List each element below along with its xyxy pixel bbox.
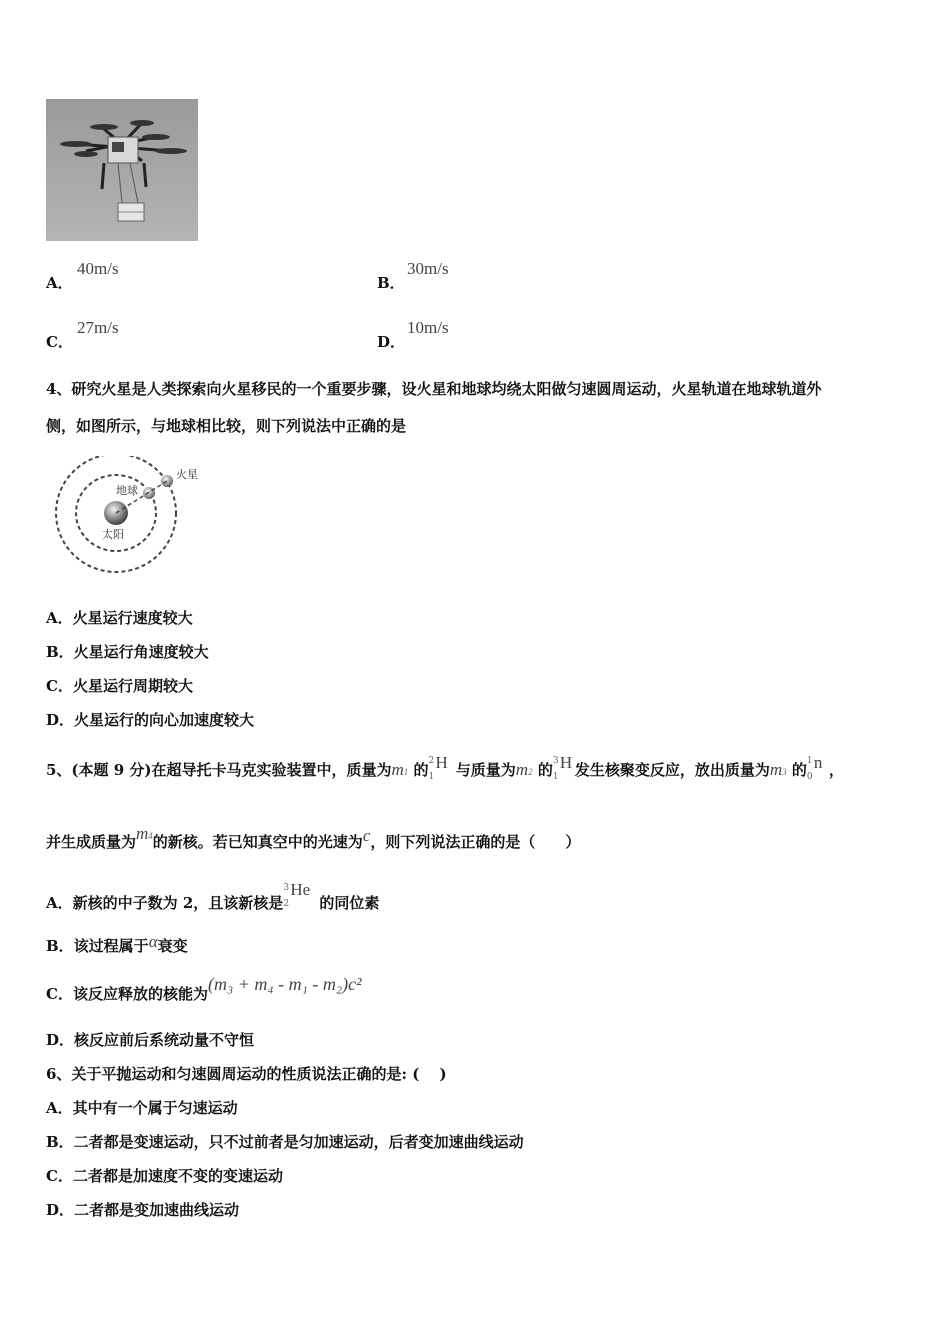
q5-option-b-text-2: 衰变 bbox=[157, 937, 188, 955]
q5-de-3: 的 bbox=[791, 761, 807, 779]
sun-label: 太阳 bbox=[102, 528, 124, 541]
q6-option-b: B．二者都是变速运动，只不过前者是匀加速运动，后者变加速曲线运动 bbox=[46, 1133, 524, 1151]
option-letter: C． bbox=[46, 333, 73, 351]
q5-text-3: 发生核聚变反应，放出质量为 bbox=[574, 761, 770, 779]
q4-option-d: D．火星运行的向心加速度较大 bbox=[46, 711, 255, 729]
q4-option-b: B．火星运行角速度较大 bbox=[46, 643, 209, 661]
q4-option-a: A．火星运行速度较大 bbox=[46, 609, 193, 627]
q3-option-b bbox=[377, 273, 405, 293]
q4-stem-line2: 侧，如图所示，与地球相比较，则下列说法中正确的是 bbox=[46, 417, 407, 435]
option-letter: B． bbox=[377, 274, 405, 292]
q5-text-4: 并生成质量为 bbox=[46, 833, 137, 851]
q5-option-b-text-1: B．该过程属于 bbox=[46, 937, 149, 955]
q3-option-a-value: 40m/s bbox=[77, 259, 119, 278]
q3-option-d-value: 10m/s bbox=[407, 318, 449, 337]
q5-de-1: 的 bbox=[413, 761, 429, 779]
alpha-symbol: α bbox=[148, 932, 158, 951]
q5-option-d: D．核反应前后系统动量不守恒 bbox=[46, 1031, 255, 1049]
q3-option-b-value: 30m/s bbox=[407, 259, 449, 278]
q5-text-5: 的新核。若已知真空中的光速为 bbox=[152, 833, 363, 851]
q3-option-a bbox=[46, 273, 73, 293]
q4-stem-line1: 4、研究火星是人类探索向火星移民的一个重要步骤，设火星和地球均绕太阳做匀速圆周运动，火星轨道在地球轨道外 bbox=[46, 380, 822, 398]
q5-de-2: 的 bbox=[537, 761, 553, 779]
helium-symbol: 3 2 He bbox=[283, 880, 311, 909]
q5-stem-line1 bbox=[46, 753, 844, 782]
q5-option-c-text: C．该反应释放的核能为 bbox=[46, 985, 208, 1003]
light-speed-c: c bbox=[362, 826, 371, 845]
q5-option-c bbox=[46, 974, 362, 1004]
q3-option-d bbox=[377, 332, 405, 352]
orbit-diagram bbox=[54, 456, 204, 578]
q5-text-2: 与质量为 bbox=[455, 761, 516, 779]
deuterium-symbol: 2 1 H bbox=[428, 753, 448, 782]
mass-m1: m1 bbox=[391, 760, 409, 779]
q5-stem-line2 bbox=[46, 824, 581, 854]
q5-option-a bbox=[46, 880, 380, 913]
option-letter: A． bbox=[46, 274, 73, 292]
q4-option-c: C．火星运行周期较大 bbox=[46, 677, 193, 695]
drone-image bbox=[46, 99, 198, 241]
drone-photo bbox=[46, 99, 198, 241]
energy-formula: (m₃ + m₄ - m₁ - m₂)c² bbox=[207, 974, 362, 994]
q6-stem: 6、关于平抛运动和匀速圆周运动的性质说法正确的是: ( ) bbox=[46, 1065, 447, 1083]
mars-label: 火星 bbox=[176, 468, 198, 481]
q6-option-a: A．其中有一个属于匀速运动 bbox=[46, 1099, 238, 1117]
tritium-symbol: 3 1 H bbox=[552, 753, 573, 782]
q5-text-6: ，则下列说法正确的是（ ） bbox=[370, 833, 581, 851]
q3-option-c-value: 27m/s bbox=[77, 318, 119, 337]
mass-m3: m3 bbox=[769, 760, 787, 779]
q5-text-1: 5、(本题 9 分)在超导托卡马克实验装置中，质量为 bbox=[46, 761, 392, 779]
mass-m4: m4 bbox=[136, 824, 153, 843]
q5-option-b bbox=[46, 932, 188, 956]
q5-option-a-text-1: A．新核的中子数为 2，且该新核是 bbox=[46, 894, 284, 912]
q6-option-c: C．二者都是加速度不变的变速运动 bbox=[46, 1167, 283, 1185]
neutron-symbol: 1 0 n bbox=[806, 753, 823, 782]
q5-option-a-text-2: 的同位素 bbox=[319, 894, 380, 912]
mass-m2: m2 bbox=[515, 760, 533, 779]
q5-comma: ， bbox=[828, 761, 844, 779]
option-letter: D． bbox=[377, 333, 406, 351]
q6-option-d: D．二者都是变加速曲线运动 bbox=[46, 1201, 240, 1219]
earth-label: 地球 bbox=[116, 484, 138, 497]
q3-option-c bbox=[46, 332, 73, 352]
